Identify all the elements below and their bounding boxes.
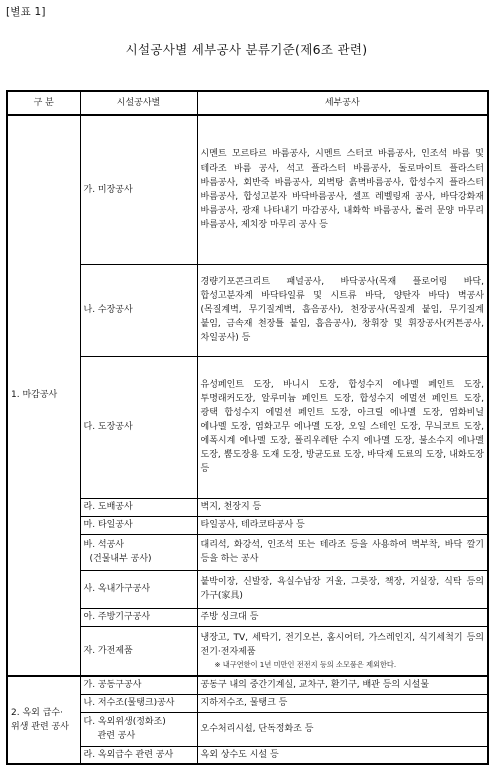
table-row [7,694,488,712]
document-title: 시설공사별 세부공사 분류기준(제6조 관련) [125,42,368,57]
detail-description: 경량기포콘크리트 패널공사, 바닥공사(목재 플로어링 바닥, 합성고분자계 바닥타일류 및 시트류 바닥, 양탄자 바닥) 벽공사(목질계벽, 무기질계벽, 흡음공사), 천장공사(목질계 붙임, 무기질계 붙임, 금속재 천장틀 붙임, 흡음공사), 창휘장 및 휘장공사(커튼공사, 차일공사) 등 [197,264,488,356]
detail-description: 공동구 내의 중간기계실, 교차구, 환기구, 배관 등의 시설물 [197,676,488,694]
table-row [7,356,488,498]
subcategory-note: (건물내부 공사) [89,554,152,564]
detail-description: 시멘트 모르타르 바름공사, 시멘트 스터코 바름공사, 인조석 바름 및 테라조 바름 공사, 석고 플라스터 바름공사, 돌로마이트 플라스터 바름공사, 회반죽 바름공사, 외벽탕 흙벽바름공사, 합성수지 플라스터 바름공사, 합성고분자 바닥바름공사, 셀프 레벨링재 공사, 바닥강화재 바름공사, 광재 나타내기 마감공사, 내화학 바름공사, 롤러 문양 마무리 바름공사, 제치장 마무리 공사 등 [197,115,488,264]
category-finishing: 1. 마감공사 [7,115,80,676]
table-row [7,626,488,676]
detail-description: 오수처리시설, 단독정화조 등 [197,712,488,746]
detail-text: 냉장고, TV, 세탁기, 전기오븐, 홈시어터, 가스레인지, 식기세척기 등의 전기·전자제품 [200,633,484,658]
subcategory-label: 라. 도배공사 [80,498,197,516]
detail-description: 주방 싱크대 등 [197,608,488,626]
subcategory-name: 바. 석공사 [83,539,124,550]
header-facility-work: 시설공사별 [80,91,197,115]
subcategory-label: 다. 도장공사 [80,356,197,498]
detail-description: 유성페인트 도장, 바니시 도장, 합성수지 에나멜 페인트 도장, 투명래커도장, 알루미늄 페인트 도장, 합성수지 에멀션 페인트 도장, 광택 합성수지 에멀션 페인트 도장, 아크릴 에나멜 도장, 염화비닐 에나멜 도장, 염화고무 에나멜 도장, 오일 스테인 도장, 무늬코트 도장, 에폭시계 에나멜 도장, 폴리우레탄 수지 에나멜 도장, 불소수지 에나멜 도장, 뿜도장용 도재 도장, 방균도료 도장, 바닥재 도료의 도장, 내화도장 등 [197,356,488,498]
detail-description: 타일공사, 테라코타공사 등 [197,516,488,534]
table-row [7,115,488,264]
footnote: ※ 내구연한이 1년 미만인 전전지 등의 소모품은 제외한다. [214,660,397,670]
detail-description: 벽지, 천장지 등 [197,498,488,516]
subcategory-label: 가. 미장공사 [80,115,197,264]
attachment-tag: [별표 1] [6,6,46,18]
category-outdoor-plumbing: 2. 옥외 급수·위생 관련 공사 [7,676,80,764]
table-row [7,608,488,626]
subcategory-label [80,712,197,746]
table-row [7,534,488,570]
subcategory-name-cont: 관련 공사 [97,731,136,741]
subcategory-label: 마. 타일공사 [80,516,197,534]
table-row [7,264,488,356]
subcategory-name: 다. 옥외위생(정화조) [83,716,166,727]
subcategory-label: 아. 주방기구공사 [80,608,197,626]
table-header-row [7,91,488,115]
subcategory-label: 나. 수장공사 [80,264,197,356]
detail-description: 붙박이장, 신발장, 욕실수납장 거울, 그릇장, 책장, 거실장, 식탁 등의 가구(家具) [197,570,488,608]
table-row [7,746,488,764]
subcategory-label: 라. 옥외급수 관련 공사 [80,746,197,764]
table-row [7,712,488,746]
header-detail-work: 세부공사 [197,91,488,115]
subcategory-label: 자. 가전제품 [80,626,197,676]
table-row [7,516,488,534]
classification-table [6,90,489,765]
detail-description: 지하저수조, 물탱크 등 [197,694,488,712]
detail-description: 옥외 상수도 시설 등 [197,746,488,764]
table-row [7,676,488,694]
subcategory-label: 나. 저수조(물탱크)공사 [80,694,197,712]
detail-description [197,626,488,676]
subcategory-label: 가. 공동구공사 [80,676,197,694]
detail-description: 대리석, 화강석, 인조석 또는 테라조 등을 사용하여 벽부착, 바닥 깔기 등을 하는 공사 [197,534,488,570]
subcategory-label [80,534,197,570]
table-row [7,498,488,516]
header-category: 구 분 [7,91,80,115]
table-row [7,570,488,608]
subcategory-label: 사. 옥내가구공사 [80,570,197,608]
